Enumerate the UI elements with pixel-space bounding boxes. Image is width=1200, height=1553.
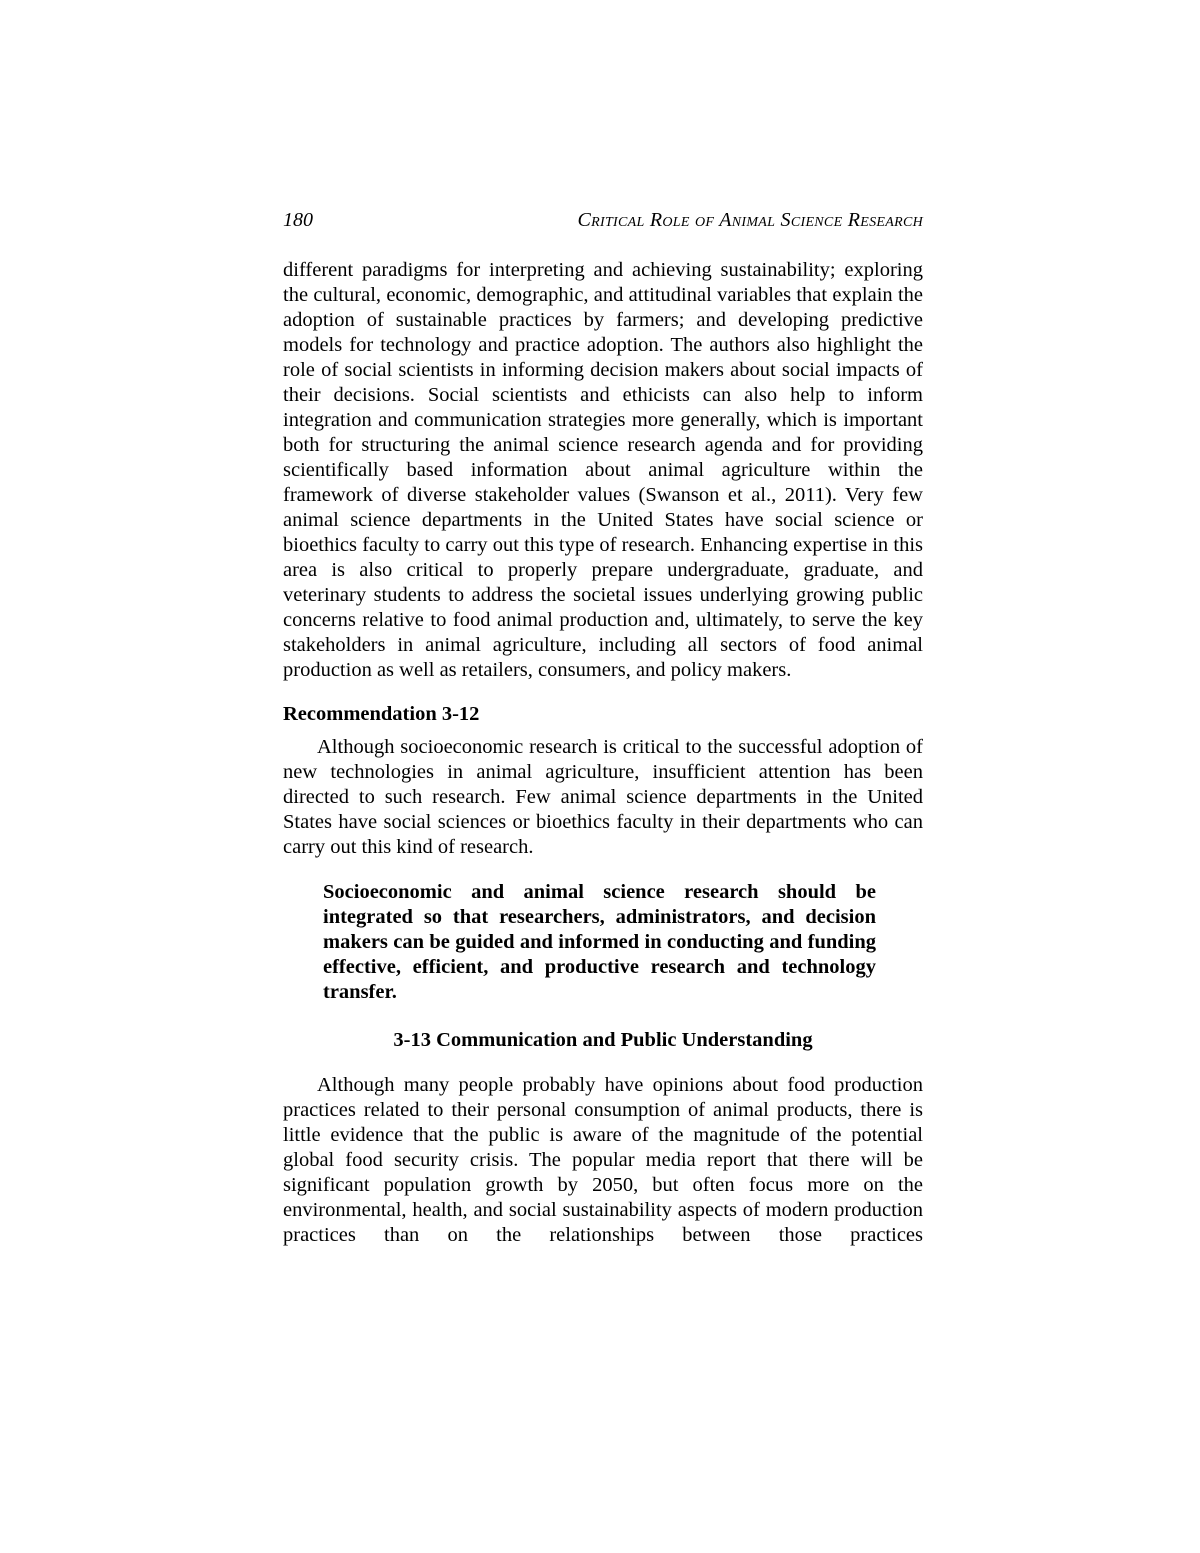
running-head	[283, 0, 923, 232]
running-title: Critical Role of Animal Science Research	[577, 209, 923, 231]
page-number: 180	[283, 209, 313, 231]
recommendation-paragraph: Although socioeconomic research is critical to the successful adoption of new technologies in animal agriculture, insufficient attention has been directed to such research. Few animal science departments in the United States have social sciences or bioethics faculty in their departments who can carry out this kind of research.	[283, 736, 923, 858]
section-paragraph: Although many people probably have opinions about food production practices related to their personal consumption of animal products, there is little evidence that the public is aware of the magnitude of the potential global food security crisis. The popular media report that there will be significant population growth by 2050, but often focus more on the environmental, health, and social sustainability aspects of modern production practices than on the relationships between those practices	[283, 1074, 923, 1246]
recommendation-statement: Socioeconomic and animal science research should be integrated so that researchers, administrators, and decision makers can be guided and informed in conducting and funding effective, efficient, and productive research and technology transfer.	[323, 881, 876, 1003]
text-column	[283, 0, 923, 1248]
paragraph-continuation: different paradigms for interpreting and achieving sustainability; exploring the cultural, economic, demographic, and attitudinal variables that explain the adoption of sustainable practices by farmers; and developing predictive models for technology and practice adoption. The authors also highlight the role of social scientists in informing decision makers about social impacts of their decisions. Social scientists and ethicists can also help to inform integration and communication strategies more generally, which is important both for structuring the animal science research agenda and for providing scientifically based information about animal agriculture within the framework of diverse stakeholder values (Swanson et al., 2011). Very few animal science departments in the United States have social science or bioethics faculty to carry out this type of research. Enhancing expertise in this area is also critical to properly prepare undergraduate, graduate, and veterinary students to address the societal issues underlying growing public concerns relative to food animal production and, ultimately, to serve the key stakeholders in animal agriculture, including all sectors of food animal production as well as retailers, consumers, and policy makers.	[283, 259, 923, 681]
section-heading: 3-13 Communication and Public Understanding	[393, 1029, 813, 1051]
recommendation-heading: Recommendation 3-12	[283, 703, 480, 725]
